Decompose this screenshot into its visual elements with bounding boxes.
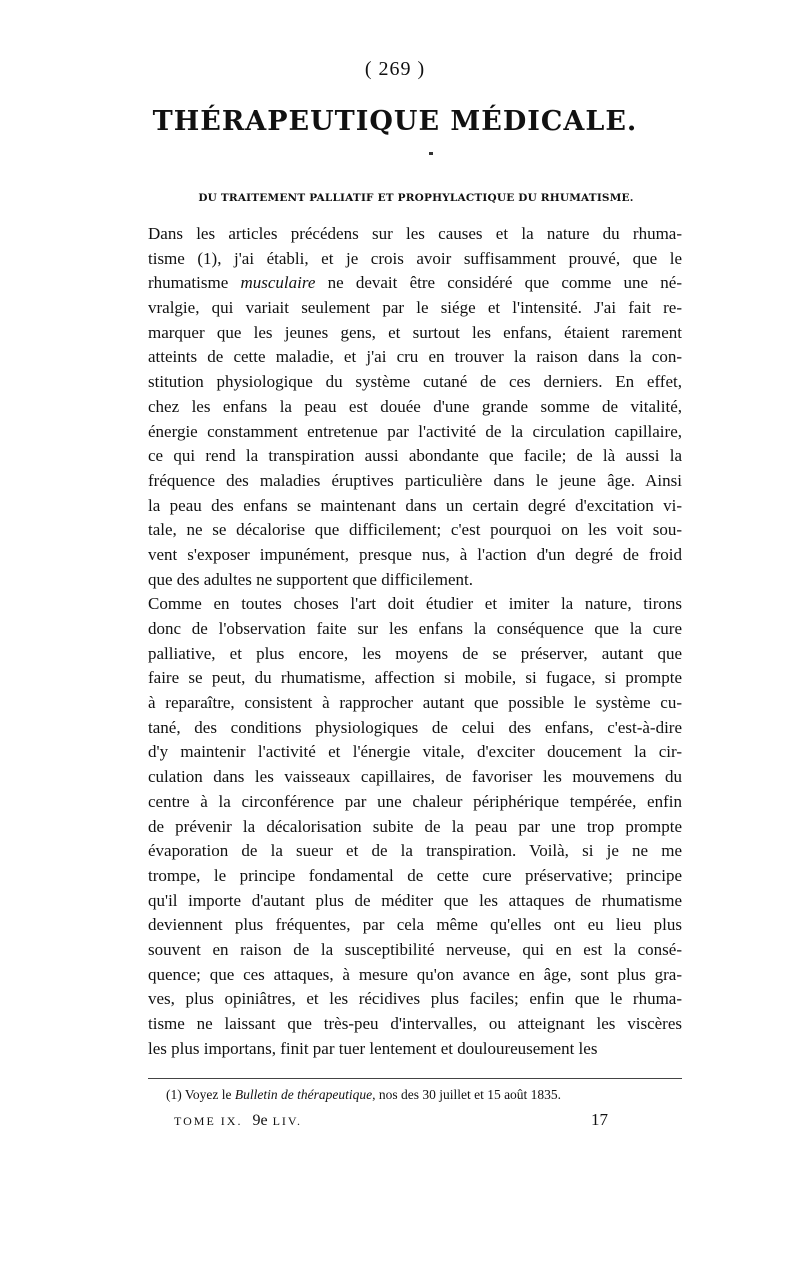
text-segment: rhumatisme: [148, 273, 241, 293]
ornament-mark: [429, 152, 433, 155]
text-line: donc de l'observation faite sur les enfans la conséquence que la cure: [148, 619, 682, 638]
text-line: chez les enfans la peau est douée d'une grande somme de vitalité,: [148, 396, 682, 416]
footnote: [166, 1087, 682, 1103]
signature-livraison: LIV.: [272, 1114, 303, 1128]
text-line: stitution physiologique du système cutané de ces derniers. En effet,: [148, 372, 682, 392]
text-line: vralgie, qui variait seulement par le siége et l'intensité. J'ai fait re-: [148, 298, 682, 318]
text-line: [148, 271, 682, 296]
text-line: tisme (1), j'ai établi, et je crois avoir suffisamment prouvé, que le: [148, 248, 682, 268]
text-line: de prévenir la décalorisation subite de la peau par une trop prompte: [148, 816, 682, 836]
page-number: ( 269 ): [364, 58, 426, 80]
text-line: la peau des enfans se maintenant dans un certain degré d'excitation vi-: [148, 495, 682, 515]
text-line: trompe, le principe fondamental de cette cure préservative; principe: [148, 865, 682, 885]
text-line: centre à la circonférence par une chaleur périphérique tempérée, enfin: [148, 791, 682, 811]
text-line: tale, ne se décalorise que difficilement; c'est pourquoi on les voit sou-: [148, 520, 682, 540]
text-line: tané, des conditions physiologiques de celui des enfans, c'est-à-dire: [148, 717, 682, 737]
text-line: palliative, et plus encore, les moyens de se préserver, autant que: [148, 643, 682, 663]
text-line: Dans les articles précédens sur les causes et la nature du rhuma-: [148, 224, 682, 243]
paragraph-2: [148, 592, 682, 1061]
text-line: deviennent plus fréquentes, par cela même qu'elles ont eu lieu plus: [148, 915, 682, 935]
footnote-suffix: , nos des 30 juillet et 15 août 1835.: [372, 1087, 562, 1102]
paragraph-1: [148, 222, 682, 592]
text-line: les plus importans, finit par tuer lentement et douloureusement les: [148, 1038, 598, 1058]
emphasis-text: musculaire: [240, 273, 316, 293]
text-line: vent s'exposer impunément, presque nus, à l'action d'un degré de froid: [148, 544, 682, 564]
text-line: évaporation de la sueur et de la transpiration. Voilà, si je ne me: [148, 841, 682, 861]
sheet-number: 17: [591, 1110, 608, 1129]
text-line: énergie constamment entretenue par l'activité de la circulation capillaire,: [148, 421, 682, 441]
signature-livraison-number: 9e: [252, 1112, 268, 1129]
text-segment: ne devait être considéré que comme une né-: [315, 273, 683, 293]
text-line: tisme ne laissant que très-peu d'intervalles, ou atteignant les viscères: [148, 1014, 682, 1033]
section-title: THÉRAPEUTIQUE MÉDICALE.: [152, 106, 638, 137]
article-title: DU TRAITEMENT PALLIATIF ET PROPHYLACTIQUE DU RHUMATISME.: [198, 192, 634, 204]
text-line: qu'il importe d'autant plus de méditer que les attaques de rhumatisme: [148, 890, 682, 910]
footnote-prefix: (1) Voyez le: [166, 1087, 235, 1102]
article-body: [148, 222, 682, 1061]
footnote-divider: [148, 1078, 682, 1079]
text-line: culation dans les vaisseaux capillaires, de favoriser les mouvemens du: [148, 767, 682, 787]
text-line: marquer que les jeunes gens, et surtout les enfans, étaient rarement: [148, 322, 682, 342]
text-line: que des adultes ne supportent que difficilement.: [148, 569, 473, 589]
signature-mark: [174, 1112, 302, 1130]
text-line: faire se peut, du rhumatisme, affection si mobile, si fugace, si prompte: [148, 668, 682, 688]
text-line: atteints de cette maladie, et j'ai cru en trouver la raison dans la con-: [148, 347, 682, 367]
signature-tome: TOME IX.: [174, 1114, 243, 1128]
text-line: ves, plus opiniâtres, et les récidives plus faciles; enfin que le rhuma-: [148, 989, 682, 1009]
text-line: à reparaître, consistent à rapprocher autant que possible le système cu-: [148, 693, 682, 713]
text-line: fréquence des maladies éruptives particulière dans le jeune âge. Ainsi: [148, 470, 682, 490]
text-line: Comme en toutes choses l'art doit étudier et imiter la nature, tirons: [148, 594, 682, 614]
text-line: d'y maintenir l'activité et l'énergie vitale, d'exciter doucement la cir-: [148, 742, 682, 762]
text-line: ce qui rend la transpiration aussi abondante que facile; de là aussi la: [148, 446, 682, 466]
footnote-journal: Bulletin de thérapeutique: [234, 1087, 373, 1102]
text-line: souvent en raison de la susceptibilité nerveuse, qui en est la consé-: [148, 939, 682, 959]
text-line: quence; que ces attaques, à mesure qu'on avance en âge, sont plus gra-: [148, 964, 682, 984]
